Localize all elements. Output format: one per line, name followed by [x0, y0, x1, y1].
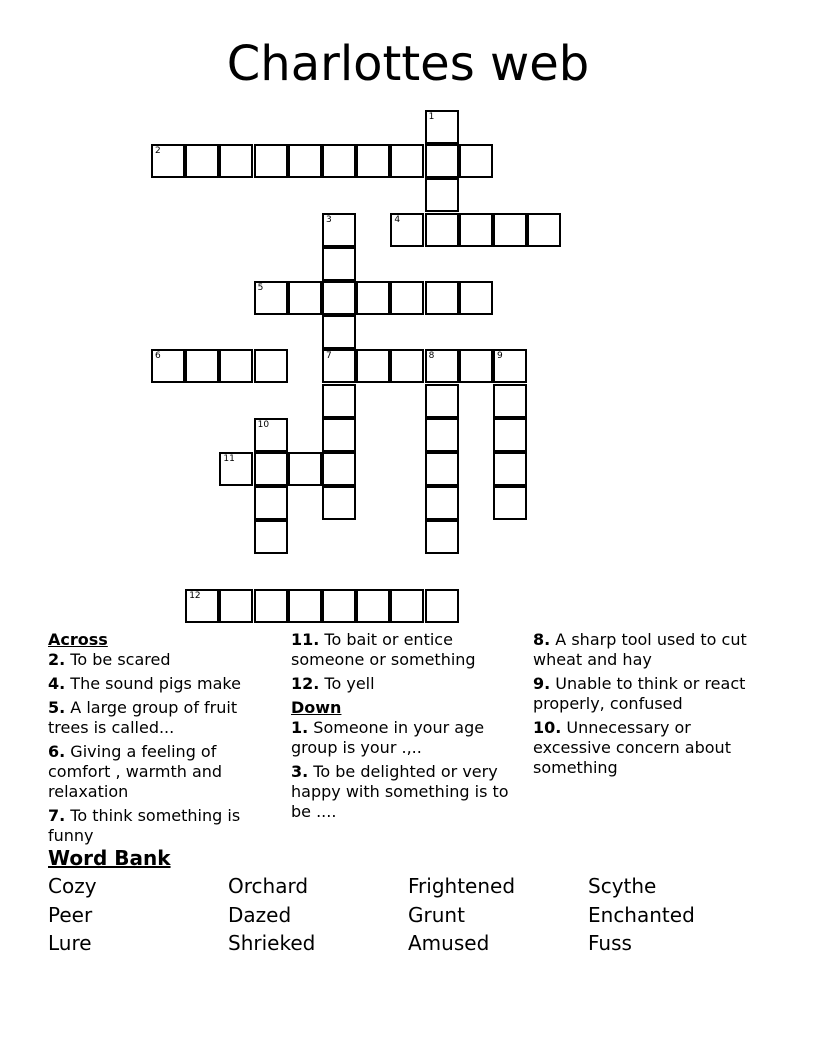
- grid-cell[interactable]: [390, 213, 424, 247]
- clue-number-label: 11.: [291, 630, 320, 649]
- clue: [48, 650, 273, 670]
- grid-cell[interactable]: [356, 281, 390, 315]
- grid-cell[interactable]: [425, 349, 459, 383]
- clue-text: Unable to think or react properly, confused: [533, 674, 746, 713]
- grid-cell[interactable]: [322, 247, 356, 281]
- clue: [291, 630, 516, 670]
- word-bank-word: Lure: [48, 931, 92, 955]
- clue-number-label: 4.: [48, 674, 66, 693]
- clue-number: 11: [223, 454, 235, 464]
- clue-text: The sound pigs make: [65, 674, 241, 693]
- clue-number: 6: [155, 351, 161, 362]
- clue-text: To think something is funny: [48, 806, 241, 845]
- clue-number-label: 3.: [291, 762, 309, 781]
- grid-cell[interactable]: [493, 418, 527, 452]
- grid-cell[interactable]: [356, 349, 390, 383]
- grid-cell[interactable]: [322, 486, 356, 520]
- clue: [291, 718, 516, 758]
- clue-number-label: 6.: [48, 742, 66, 761]
- clue-number: 10: [257, 419, 270, 430]
- clue-number: 4: [394, 214, 401, 225]
- clue-number-label: 12.: [291, 674, 320, 693]
- word-bank-word: Frightened: [408, 874, 516, 898]
- clue-number: 2: [155, 146, 161, 157]
- grid-cell[interactable]: [288, 144, 322, 178]
- grid-cell[interactable]: [185, 589, 219, 623]
- word-bank-word: Cozy: [48, 874, 97, 898]
- word-bank-title: Word Bank: [48, 846, 171, 870]
- clue: [48, 674, 273, 694]
- clue-number-label: 8.: [533, 630, 551, 649]
- grid-cell[interactable]: [254, 281, 288, 315]
- clue-number-label: 7.: [48, 806, 66, 825]
- across-heading: Across: [48, 630, 108, 649]
- grid-cell[interactable]: [459, 281, 493, 315]
- grid-cell[interactable]: [219, 589, 253, 623]
- grid-cell[interactable]: [356, 144, 390, 178]
- grid-cell[interactable]: [322, 418, 356, 452]
- grid-cell[interactable]: [322, 589, 356, 623]
- clue: [48, 742, 273, 802]
- grid-cell[interactable]: [288, 281, 322, 315]
- grid-cell[interactable]: [459, 349, 493, 383]
- clue: [291, 762, 516, 822]
- grid-cell[interactable]: [390, 281, 424, 315]
- clue: [533, 674, 763, 714]
- clue-text: To yell: [319, 674, 375, 693]
- grid-cell[interactable]: [254, 589, 288, 623]
- word-bank-word: Grunt: [408, 903, 465, 927]
- grid-cell[interactable]: [151, 144, 185, 178]
- grid-cell[interactable]: [219, 452, 253, 486]
- grid-cell[interactable]: [322, 144, 356, 178]
- word-bank-word: Peer: [48, 903, 93, 927]
- grid-cell[interactable]: [322, 315, 356, 349]
- grid-cell[interactable]: [493, 452, 527, 486]
- clue-column-1: [48, 630, 273, 850]
- clue-column-3: [533, 630, 763, 782]
- grid-cell[interactable]: [288, 452, 322, 486]
- grid-cell[interactable]: [425, 213, 459, 247]
- grid-cell[interactable]: [425, 452, 459, 486]
- clue-number: 9: [497, 351, 503, 362]
- clue-number-label: 9.: [533, 674, 551, 693]
- clue-number-label: 10.: [533, 718, 562, 737]
- clue-number: 1: [428, 112, 435, 122]
- clue-text: A large group of fruit trees is called...: [48, 698, 238, 737]
- word-bank-word: Shrieked: [228, 931, 316, 955]
- puzzle-title: Charlottes web: [226, 36, 590, 92]
- grid-cell[interactable]: [288, 589, 322, 623]
- grid-cell[interactable]: [185, 144, 219, 178]
- grid-cell[interactable]: [425, 589, 459, 623]
- grid-cell[interactable]: [356, 589, 390, 623]
- grid-cell[interactable]: [425, 520, 459, 554]
- clue-number-label: 5.: [48, 698, 66, 717]
- word-bank-word: Scythe: [588, 874, 657, 898]
- grid-cell[interactable]: [425, 110, 459, 144]
- grid-cell[interactable]: [254, 452, 288, 486]
- grid-cell[interactable]: [322, 384, 356, 418]
- grid-cell[interactable]: [425, 281, 459, 315]
- grid-cell[interactable]: [219, 144, 253, 178]
- clue-number: 7: [326, 351, 332, 362]
- grid-cell[interactable]: [459, 213, 493, 247]
- grid-cell[interactable]: [390, 144, 424, 178]
- clue-number-label: 1.: [291, 718, 309, 737]
- grid-cell[interactable]: [185, 349, 219, 383]
- grid-cell[interactable]: [219, 349, 253, 383]
- clue: [48, 806, 273, 846]
- grid-cell[interactable]: [322, 213, 356, 247]
- word-bank-word: Dazed: [228, 903, 292, 927]
- clue: [533, 630, 763, 670]
- down-heading: Down: [291, 698, 342, 717]
- clue-number: 5: [257, 283, 264, 293]
- grid-cell[interactable]: [322, 349, 356, 383]
- clue-text: To bait or entice someone or something: [291, 630, 476, 669]
- grid-cell[interactable]: [322, 281, 356, 315]
- grid-cell[interactable]: [493, 384, 527, 418]
- word-bank-word: Amused: [408, 931, 490, 955]
- grid-cell[interactable]: [425, 144, 459, 178]
- grid-cell[interactable]: [425, 384, 459, 418]
- word-bank-word: Orchard: [228, 874, 309, 898]
- grid-cell[interactable]: [254, 520, 288, 554]
- grid-cell[interactable]: [254, 418, 288, 452]
- grid-cell[interactable]: [390, 349, 424, 383]
- clue-text: Someone in your age group is your .,..: [291, 718, 485, 757]
- clue: [533, 718, 763, 778]
- clue-text: To be delighted or very happy with something is to be ....: [291, 762, 509, 821]
- grid-cell[interactable]: [425, 486, 459, 520]
- clue-number: 8: [428, 351, 435, 362]
- clue: [291, 674, 516, 694]
- grid-cell[interactable]: [254, 349, 288, 383]
- grid-cell[interactable]: [493, 213, 527, 247]
- clue-number: 3: [326, 214, 332, 225]
- clue-text: A sharp tool used to cut wheat and hay: [533, 630, 747, 669]
- grid-cell[interactable]: [493, 349, 527, 383]
- grid-cell[interactable]: [254, 144, 288, 178]
- grid-cell[interactable]: [425, 178, 459, 212]
- grid-cell[interactable]: [459, 144, 493, 178]
- word-bank-word: Fuss: [588, 931, 632, 955]
- clue-text: Giving a feeling of comfort , warmth and relaxation: [48, 742, 223, 801]
- clue-number-label: 2.: [48, 650, 66, 669]
- grid-cell[interactable]: [425, 418, 459, 452]
- grid-cell[interactable]: [254, 486, 288, 520]
- clue-text: To be scared: [65, 650, 171, 669]
- word-bank-word: Enchanted: [588, 903, 695, 927]
- grid-cell[interactable]: [151, 349, 185, 383]
- grid-cell[interactable]: [322, 452, 356, 486]
- clue: [48, 698, 273, 738]
- grid-cell[interactable]: [390, 589, 424, 623]
- grid-cell[interactable]: [493, 486, 527, 520]
- clue-number: 12: [189, 590, 201, 601]
- clue-text: Unnecessary or excessive concern about something: [533, 718, 731, 777]
- grid-cell[interactable]: [527, 213, 561, 247]
- clue-column-2: [291, 630, 516, 826]
